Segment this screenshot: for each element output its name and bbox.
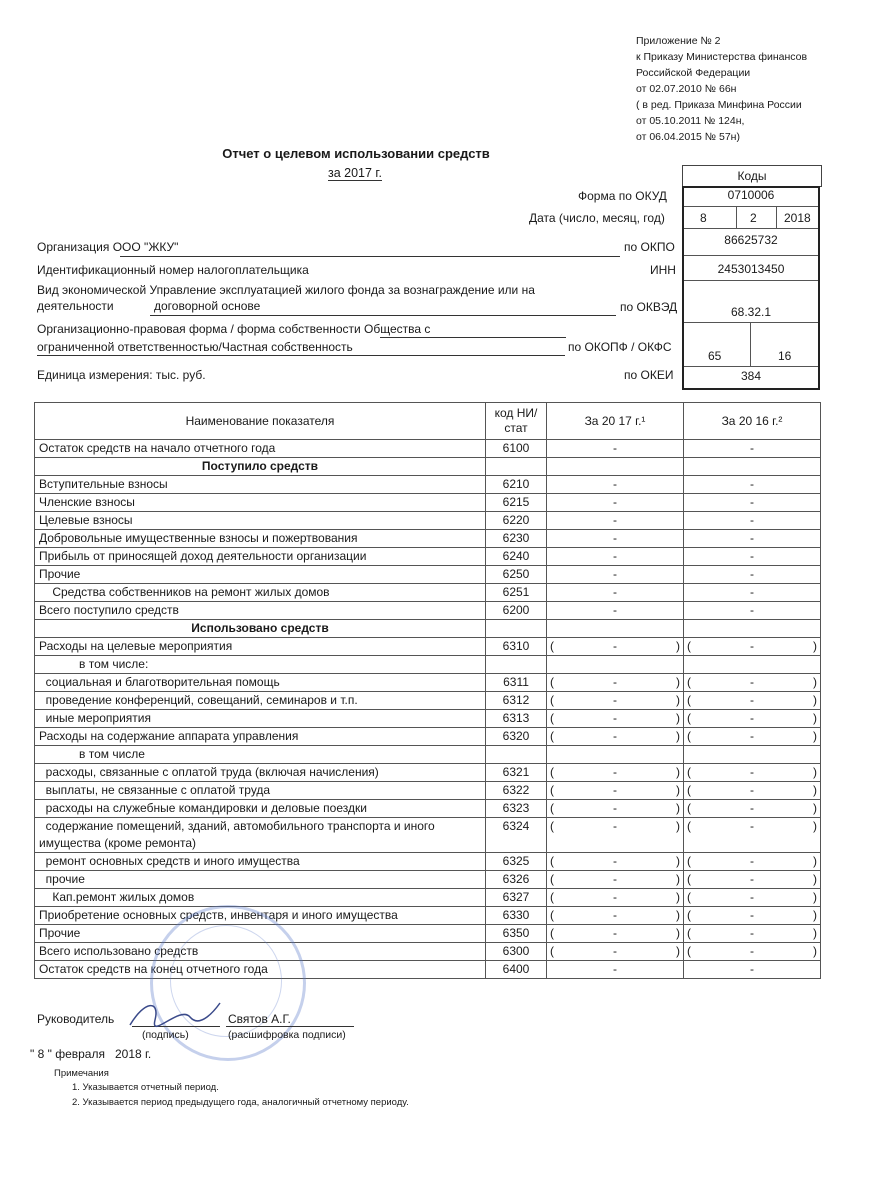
- date-year: 2018: [784, 211, 811, 225]
- row-value: -: [613, 890, 617, 904]
- table-row: [35, 925, 821, 943]
- row-name: Членские взносы: [35, 494, 486, 512]
- codes-header: Коды: [737, 169, 767, 183]
- table-row: [35, 602, 821, 620]
- row-value-2016: [684, 620, 821, 638]
- row-name: Вступительные взносы: [35, 476, 486, 494]
- row-value-2016: -: [684, 440, 821, 458]
- header-2016: За 20 16 г.²: [684, 403, 821, 440]
- appendix-line: к Приказу Министерства финансов: [636, 51, 808, 63]
- row-value-2017: -: [547, 602, 684, 620]
- row-code: 6350: [486, 925, 547, 943]
- legal-form-label: Организационно-правовая форма / форма собственности Общества с: [37, 322, 431, 336]
- row-value: -: [750, 711, 754, 725]
- row-value-2016: -: [684, 961, 821, 979]
- table-row: [35, 440, 821, 458]
- row-value-2016: ( - ): [684, 925, 821, 943]
- row-value-2016: ( - ): [684, 710, 821, 728]
- note-1: 1. Указывается отчетный период.: [72, 1082, 219, 1093]
- row-code: 6324: [486, 818, 547, 853]
- row-value-2017: ( - ): [547, 800, 684, 818]
- row-value-2016: ( - ): [684, 853, 821, 871]
- row-value-2017: ( - ): [547, 674, 684, 692]
- inn-value: 2453013450: [717, 262, 785, 276]
- row-value-2016: -: [684, 584, 821, 602]
- row-value: -: [750, 801, 754, 815]
- row-value-2016: ( - ): [684, 800, 821, 818]
- row-value-2017: -: [547, 494, 684, 512]
- note-2: 2. Указывается период предыдущего года, аналогичный отчетному периоду.: [72, 1097, 409, 1108]
- table-row: [35, 566, 821, 584]
- row-value: -: [613, 675, 617, 689]
- row-code: 6310: [486, 638, 547, 656]
- row-value-2017: -: [547, 440, 684, 458]
- row-value-2017: -: [547, 530, 684, 548]
- row-name: Расходы на целевые мероприятия: [35, 638, 486, 656]
- row-value-2016: ( - ): [684, 638, 821, 656]
- row-name: Остаток средств на начало отчетного года: [35, 440, 486, 458]
- row-value: -: [750, 729, 754, 743]
- table-header-row: [35, 403, 821, 440]
- row-value-2017: ( - ): [547, 853, 684, 871]
- row-code: 6323: [486, 800, 547, 818]
- okpo-value: 86625732: [724, 233, 778, 247]
- row-name: Прочие: [35, 566, 486, 584]
- name-caption: (расшифровка подписи): [228, 1029, 346, 1041]
- row-value-2016: -: [684, 602, 821, 620]
- table-row: [35, 764, 821, 782]
- row-value: -: [750, 765, 754, 779]
- okopf-label: по ОКОПФ / ОКФС: [568, 340, 672, 354]
- row-name: прочие: [35, 871, 486, 889]
- row-value: -: [613, 944, 617, 958]
- row-value: -: [613, 872, 617, 886]
- activity-label: Вид экономической Управление эксплуатацией жилого фонда за вознаграждение или на: [37, 283, 535, 297]
- row-code: 6320: [486, 728, 547, 746]
- row-code: [486, 746, 547, 764]
- row-value-2016: [684, 656, 821, 674]
- table-row: [35, 818, 821, 853]
- row-name: в том числе:: [35, 656, 486, 674]
- row-value-2016: ( - ): [684, 692, 821, 710]
- row-code: [486, 656, 547, 674]
- row-name: Добровольные имущественные взносы и пожертвования: [35, 530, 486, 548]
- header-code: код НИ/стат: [486, 403, 547, 440]
- row-name: Целевые взносы: [35, 512, 486, 530]
- okud-label: Форма по ОКУД: [578, 189, 667, 203]
- table-row: [35, 943, 821, 961]
- row-value-2017: -: [547, 566, 684, 584]
- row-code: 6230: [486, 530, 547, 548]
- table-row: [35, 907, 821, 925]
- table-row: [35, 476, 821, 494]
- row-code: 6200: [486, 602, 547, 620]
- row-name: расходы, связанные с оплатой труда (включая начисления): [35, 764, 486, 782]
- row-name: иные мероприятия: [35, 710, 486, 728]
- table-row: [35, 512, 821, 530]
- activity-value: договорной основе: [154, 299, 261, 313]
- table-row: [35, 620, 821, 638]
- row-value-2017: ( - ): [547, 889, 684, 907]
- row-value-2017: -: [547, 512, 684, 530]
- table-row: [35, 656, 821, 674]
- row-value-2016: -: [684, 512, 821, 530]
- row-name: Кап.ремонт жилых домов: [35, 889, 486, 907]
- row-code: 6325: [486, 853, 547, 871]
- row-value-2016: -: [684, 530, 821, 548]
- row-name: Приобретение основных средств, инвентаря и иного имущества: [35, 907, 486, 925]
- row-value: -: [613, 765, 617, 779]
- row-value-2017: [547, 458, 684, 476]
- row-code: 6210: [486, 476, 547, 494]
- row-value: -: [750, 819, 754, 833]
- row-code: [486, 458, 547, 476]
- row-code: 6251: [486, 584, 547, 602]
- row-name: в том числе: [35, 746, 486, 764]
- row-value: -: [613, 783, 617, 797]
- row-code: 6240: [486, 548, 547, 566]
- notes-title: Примечания: [54, 1068, 109, 1079]
- header-name: Наименование показателя: [35, 403, 486, 440]
- row-value: -: [750, 639, 754, 653]
- row-name: ремонт основных средств и иного имущества: [35, 853, 486, 871]
- inn-label: ИНН: [650, 263, 676, 277]
- row-value: -: [613, 926, 617, 940]
- legal-value-2: ограниченной ответственностью/Частная собственность: [37, 340, 353, 354]
- row-code: 6326: [486, 871, 547, 889]
- row-value-2016: ( - ): [684, 782, 821, 800]
- date-day: 8: [700, 211, 707, 225]
- row-name: Остаток средств на конец отчетного года: [35, 961, 486, 979]
- row-name: содержание помещений, зданий, автомобильного транспорта и иного имущества (кроме ремонта): [35, 818, 486, 853]
- row-name: социальная и благотворительная помощь: [35, 674, 486, 692]
- row-value-2017: ( - ): [547, 728, 684, 746]
- sign-date: " 8 " февраля 2018 г.: [30, 1047, 152, 1061]
- row-value-2016: -: [684, 494, 821, 512]
- row-value-2016: ( - ): [684, 889, 821, 907]
- row-value: -: [750, 693, 754, 707]
- org-label: Организация ООО "ЖКУ": [37, 240, 179, 254]
- table-row: [35, 853, 821, 871]
- row-code: 6220: [486, 512, 547, 530]
- row-value-2017: -: [547, 961, 684, 979]
- row-value: -: [750, 926, 754, 940]
- row-value: -: [613, 639, 617, 653]
- row-value-2017: [547, 746, 684, 764]
- row-value-2016: -: [684, 476, 821, 494]
- row-value-2016: ( - ): [684, 674, 821, 692]
- row-name: Всего использовано средств: [35, 943, 486, 961]
- row-value: -: [750, 783, 754, 797]
- appendix-line: Российской Федерации: [636, 67, 751, 79]
- row-value-2017: ( - ): [547, 925, 684, 943]
- row-value: -: [613, 693, 617, 707]
- row-value-2016: -: [684, 566, 821, 584]
- row-value-2016: ( - ): [684, 907, 821, 925]
- table-row: [35, 584, 821, 602]
- okei-label: по ОКЕИ: [624, 368, 674, 382]
- appendix-line: от 02.07.2010 № 66н: [636, 83, 737, 95]
- row-value-2016: ( - ): [684, 871, 821, 889]
- row-code: 6215: [486, 494, 547, 512]
- row-value-2017: ( - ): [547, 907, 684, 925]
- table-row: [35, 710, 821, 728]
- head-name: Святов А.Г.: [228, 1012, 291, 1026]
- row-code: 6327: [486, 889, 547, 907]
- table-row: [35, 800, 821, 818]
- row-name: выплаты, не связанные с оплатой труда: [35, 782, 486, 800]
- appendix-line: Приложение № 2: [636, 35, 721, 47]
- row-code: 6400: [486, 961, 547, 979]
- row-value-2017: -: [547, 476, 684, 494]
- row-value-2017: ( - ): [547, 818, 684, 853]
- table-row: [35, 674, 821, 692]
- table-row: [35, 746, 821, 764]
- codes-box: [682, 165, 822, 187]
- row-code: 6330: [486, 907, 547, 925]
- row-value-2016: ( - ): [684, 764, 821, 782]
- row-value: -: [750, 675, 754, 689]
- table-row: [35, 638, 821, 656]
- row-value-2017: ( - ): [547, 782, 684, 800]
- row-value: -: [750, 908, 754, 922]
- row-code: 6312: [486, 692, 547, 710]
- row-value: -: [750, 890, 754, 904]
- unit-label: Единица измерения: тыс. руб.: [37, 368, 206, 382]
- inn-row-label: Идентификационный номер налогоплательщика: [37, 263, 309, 277]
- row-value-2017: -: [547, 548, 684, 566]
- appendix-line: от 05.10.2011 № 124н,: [636, 115, 745, 127]
- head-label: Руководитель: [37, 1012, 115, 1026]
- row-value: -: [750, 944, 754, 958]
- row-value-2016: -: [684, 548, 821, 566]
- table-row: [35, 782, 821, 800]
- row-value-2017: [547, 656, 684, 674]
- appendix-line: ( в ред. Приказа Минфина России: [636, 99, 802, 111]
- row-code: 6313: [486, 710, 547, 728]
- report-period: за 2017 г.: [328, 166, 382, 180]
- date-month: 2: [750, 211, 757, 225]
- appendix-block: [636, 33, 807, 145]
- row-name: Средства собственников на ремонт жилых домов: [35, 584, 486, 602]
- row-value-2017: ( - ): [547, 943, 684, 961]
- row-name: Прибыль от приносящей доход деятельности организации: [35, 548, 486, 566]
- row-code: 6250: [486, 566, 547, 584]
- okpo-label: по ОКПО: [624, 240, 675, 254]
- appendix-line: от 06.04.2015 № 57н): [636, 131, 740, 143]
- row-value-2017: ( - ): [547, 764, 684, 782]
- row-code: 6311: [486, 674, 547, 692]
- report-title: Отчет о целевом использовании средств: [222, 146, 490, 161]
- okei-value: 384: [740, 369, 762, 383]
- sign-caption: (подпись): [142, 1029, 189, 1041]
- activity-label-2: деятельности: [37, 299, 114, 313]
- date-label: Дата (число, месяц, год): [529, 211, 665, 225]
- row-value-2017: ( - ): [547, 871, 684, 889]
- report-table: [34, 402, 821, 979]
- legal-value: Общества с: [364, 322, 431, 336]
- row-code: 6322: [486, 782, 547, 800]
- row-name: Расходы на содержание аппарата управления: [35, 728, 486, 746]
- row-value-2017: -: [547, 584, 684, 602]
- okved-value: 68.32.1: [730, 305, 772, 319]
- row-name: Прочие: [35, 925, 486, 943]
- row-value: -: [613, 729, 617, 743]
- table-row: [35, 458, 821, 476]
- row-value: -: [613, 801, 617, 815]
- row-value-2016: [684, 746, 821, 764]
- table-row: [35, 692, 821, 710]
- row-value-2017: ( - ): [547, 638, 684, 656]
- table-row: [35, 889, 821, 907]
- row-value-2016: ( - ): [684, 943, 821, 961]
- org-value: ООО "ЖКУ": [112, 240, 179, 254]
- okfs-value: 16: [778, 349, 792, 363]
- row-value-2017: ( - ): [547, 710, 684, 728]
- row-name: Поступило средств: [35, 458, 486, 476]
- row-value-2016: ( - ): [684, 728, 821, 746]
- row-value: -: [613, 854, 617, 868]
- row-value: -: [613, 819, 617, 833]
- row-name: проведение конференций, совещаний, семинаров и т.п.: [35, 692, 486, 710]
- row-value-2016: [684, 458, 821, 476]
- okud-value: 0710006: [727, 188, 775, 202]
- row-name: Всего поступило средств: [35, 602, 486, 620]
- table-row: [35, 548, 821, 566]
- okved-label: по ОКВЭД: [620, 300, 678, 314]
- table-row: [35, 871, 821, 889]
- row-value: -: [750, 872, 754, 886]
- table-row: [35, 728, 821, 746]
- table-row: [35, 530, 821, 548]
- row-name: Использовано средств: [35, 620, 486, 638]
- row-code: 6300: [486, 943, 547, 961]
- row-value: -: [613, 908, 617, 922]
- row-value: -: [750, 854, 754, 868]
- row-name: расходы на служебные командировки и деловые поездки: [35, 800, 486, 818]
- row-value: -: [613, 711, 617, 725]
- okopf-value: 65: [708, 349, 722, 363]
- row-code: [486, 620, 547, 638]
- table-row: [35, 494, 821, 512]
- header-2017: За 20 17 г.¹: [547, 403, 684, 440]
- row-value-2016: ( - ): [684, 818, 821, 853]
- row-value-2017: [547, 620, 684, 638]
- row-code: 6100: [486, 440, 547, 458]
- row-value-2017: ( - ): [547, 692, 684, 710]
- row-code: 6321: [486, 764, 547, 782]
